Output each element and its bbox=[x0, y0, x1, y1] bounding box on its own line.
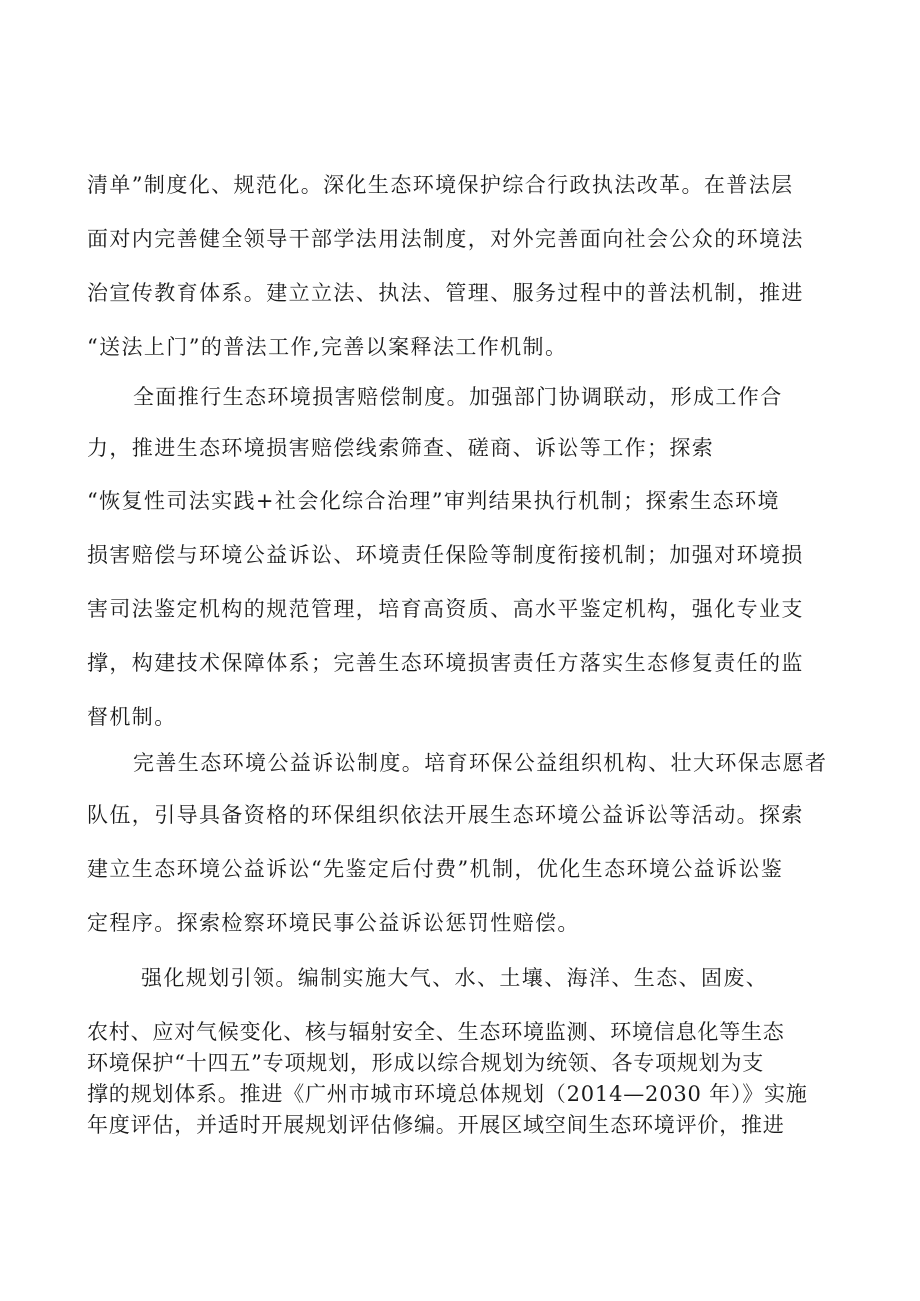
paragraph-1-line-2: 面对内完善健全领导干部学法用法制度，对外完善面向社会公众的环境法 bbox=[87, 227, 804, 251]
paragraph-5-line-2: 环境保护“十四五”专项规划，形成以综合规划为统领、各专项规划为支 bbox=[87, 1051, 765, 1075]
paragraph-2-line-7: 督机制。 bbox=[87, 705, 177, 729]
paragraph-3-line-2: 队伍，引导具备资格的环保组织依法开展生态环境公益诉讼等活动。探索 bbox=[87, 803, 804, 827]
paragraph-2-line-2: 力，推进生态环境损害赔偿线索筛查、磋商、诉讼等工作；探索 bbox=[87, 436, 715, 460]
paragraph-5-line-1: 农村、应对气候变化、核与辐射安全、生态环境监测、环境信息化等生态 bbox=[87, 1020, 785, 1044]
paragraph-5-line-3: 撑的规划体系。推进《广州市城市环境总体规划（2014—2030 年）》实施 bbox=[87, 1082, 808, 1106]
paragraph-5-line-4: 年度评估，并适时开展规划评估修编。开展区域空间生态环境评价，推进 bbox=[87, 1113, 785, 1137]
paragraph-2-line-3: “恢复性司法实践+社会化综合治理”审判结果执行机制；探索生态环境 bbox=[87, 489, 780, 513]
paragraph-2-line-1: 全面推行生态环境损害赔偿制度。加强部门协调联动，形成工作合 bbox=[133, 385, 783, 409]
paragraph-1-line-3: 治宣传教育体系。建立立法、执法、管理、服务过程中的普法机制，推进 bbox=[87, 281, 804, 305]
paragraph-2-line-5: 害司法鉴定机构的规范管理，培育高资质、高水平鉴定机构，强化专业支 bbox=[87, 597, 804, 621]
paragraph-2-line-4: 损害赔偿与环境公益诉讼、环境责任保险等制度衔接机制；加强对环境损 bbox=[87, 543, 804, 567]
paragraph-1-line-4: “送法上门”的普法工作,完善以案释法工作机制。 bbox=[87, 335, 568, 359]
paragraph-3-line-4: 定程序。探索检察环境民事公益诉讼惩罚性赔偿。 bbox=[87, 911, 580, 935]
paragraph-4-line-1: 强化规划引领。编制实施大气、水、土壤、海洋、生态、固废、 bbox=[141, 966, 769, 990]
paragraph-3-line-3: 建立生态环境公益诉讼“先鉴定后付费”机制，优化生态环境公益诉讼鉴 bbox=[87, 857, 784, 881]
paragraph-3-line-1: 完善生态环境公益诉讼制度。培育环保公益组织机构、壮大环保志愿者 bbox=[133, 751, 828, 775]
paragraph-2-line-6: 撑，构建技术保障体系；完善生态环境损害责任方落实生态修复责任的监 bbox=[87, 651, 804, 675]
paragraph-1-line-1: 清单”制度化、规范化。深化生态环境保护综合行政执法改革。在普法层 bbox=[87, 173, 794, 197]
